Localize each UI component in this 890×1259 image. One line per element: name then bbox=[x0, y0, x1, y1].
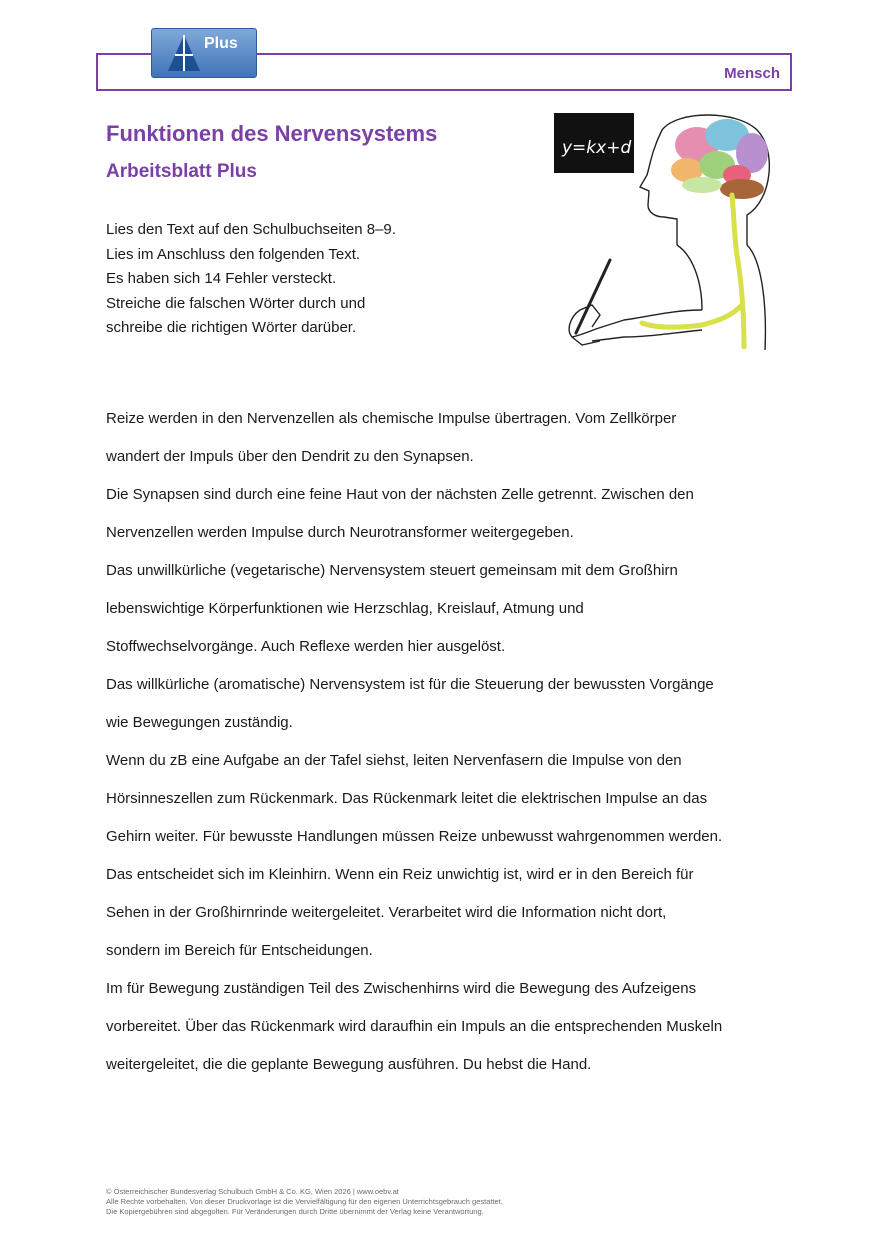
copyright-footer bbox=[106, 1187, 503, 1217]
logo-text: Plus bbox=[204, 35, 238, 52]
text-line: wie Bewegungen zuständig. bbox=[106, 714, 293, 731]
text-line: Hörsinneszellen zum Rückenmark. Das Rückenmark leitet die elektrischen Impulse an das bbox=[106, 790, 708, 807]
nervous-system-illustration bbox=[552, 105, 777, 355]
text-line: Die Synapsen sind durch eine feine Haut von der nächsten Zelle getrennt. Zwischen den bbox=[106, 486, 694, 503]
text-line: sondern im Bereich für Entscheidungen. bbox=[106, 942, 373, 959]
text-line: vorbereitet. Über das Rückenmark wird daraufhin ein Impuls an die entsprechenden Muskeln bbox=[106, 1018, 723, 1035]
board-formula: y=kx+d bbox=[562, 138, 632, 158]
triangle-logo-icon bbox=[166, 33, 202, 73]
footer-line: Alle Rechte vorbehalten. Von dieser Druckvorlage ist die Vervielfältigung für den eigenen Unterrichtsgebrauch gestattet. bbox=[106, 1197, 503, 1206]
instruction-line: schreibe die richtigen Wörter darüber. bbox=[106, 319, 357, 336]
text-line: Stoffwechselvorgänge. Auch Reflexe werden hier ausgelöst. bbox=[106, 638, 506, 655]
text-line: wandert der Impuls über den Dendrit zu den Synapsen. bbox=[106, 448, 474, 465]
text-line: Das willkürliche (aromatische) Nervensystem ist für die Steuerung der bewussten Vorgänge bbox=[106, 676, 714, 693]
footer-line: Die Kopiergebühren sind abgegolten. Für Veränderungen durch Dritte übernimmt der Verlag keine Verantwortung. bbox=[106, 1207, 484, 1216]
page-subtitle: Arbeitsblatt Plus bbox=[106, 161, 257, 182]
page-title: Funktionen des Nervensystems bbox=[106, 121, 438, 146]
error-text bbox=[106, 400, 796, 1084]
instruction-line: Lies im Anschluss den folgenden Text. bbox=[106, 245, 361, 263]
instruction-line: Es haben sich 14 Fehler versteckt. bbox=[106, 270, 337, 287]
text-line: Sehen in der Großhirnrinde weitergeleitet. Verarbeitet wird die Information nicht dort, bbox=[106, 904, 667, 921]
text-line: Wenn du zB eine Aufgabe an der Tafel siehst, leiten Nervenfasern die Impulse von den bbox=[106, 752, 682, 769]
text-line: Das unwillkürliche (vegetarische) Nervensystem steuert gemeinsam mit dem Großhirn bbox=[106, 562, 678, 579]
subject-label: Mensch bbox=[724, 65, 780, 82]
brain-icon bbox=[671, 119, 768, 199]
text-line: Gehirn weiter. Für bewusste Handlungen müssen Reize unbewusst wahrgenommen werden. bbox=[106, 828, 723, 845]
spinal-cord-nerve bbox=[642, 195, 744, 347]
text-line: Nervenzellen werden Impulse durch Neurotransformer weitergegeben. bbox=[106, 524, 574, 541]
text-line: Im für Bewegung zuständigen Teil des Zwischenhirns wird die Bewegung des Aufzeigens bbox=[106, 980, 697, 997]
instruction-line: Streiche die falschen Wörter durch und bbox=[106, 294, 366, 312]
text-line: Reize werden in den Nervenzellen als chemische Impulse übertragen. Vom Zellkörper bbox=[106, 410, 677, 427]
text-line: lebenswichtige Körperfunktionen wie Herzschlag, Kreislauf, Atmung und bbox=[106, 600, 584, 617]
text-line: weitergeleitet, die die geplante Bewegung ausführen. Du hebst die Hand. bbox=[106, 1056, 592, 1073]
instructions bbox=[106, 218, 526, 341]
pen-icon bbox=[576, 260, 610, 333]
publisher-logo bbox=[151, 28, 257, 78]
instruction-line: Lies den Text auf den Schulbuchseiten 8–9. bbox=[106, 221, 396, 238]
footer-line: © Österreichischer Bundesverlag Schulbuch GmbH & Co. KG, Wien 2026 | www.oebv.at bbox=[106, 1187, 399, 1196]
text-line: Das entscheidet sich im Kleinhirn. Wenn ein Reiz unwichtig ist, wird er in den Bereich für bbox=[106, 866, 694, 883]
